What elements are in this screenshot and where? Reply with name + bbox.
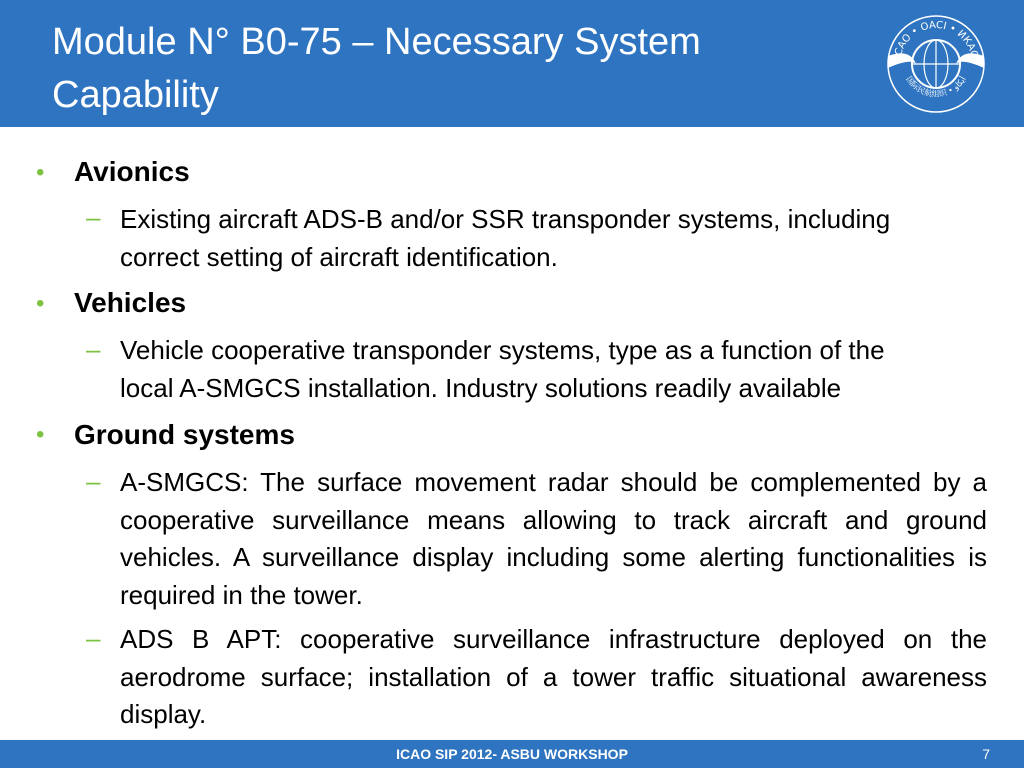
- dash-icon: –: [86, 202, 101, 232]
- logo-bottom-text: 国际民航组织 • أيكاو: [904, 74, 968, 99]
- avionics-item: [120, 201, 987, 276]
- section-heading-avionics: Avionics: [74, 156, 190, 187]
- text-line: local A-SMGCS installation. Industry solutions readily available: [120, 372, 842, 403]
- slide-title: [52, 16, 852, 122]
- slide-footer: [0, 740, 1024, 768]
- dash-icon: –: [86, 466, 101, 496]
- bullet-icon: •: [36, 159, 45, 186]
- icao-logo-icon: [880, 8, 992, 120]
- section-heading-vehicles: Vehicles: [74, 287, 187, 318]
- slide-header: [0, 0, 1024, 127]
- title-line-1: Module N° B0-75 – Necessary System: [52, 21, 701, 63]
- section-heading-ground-systems: Ground systems: [74, 419, 295, 450]
- ground-systems-item-asmgcs: A-SMGCS: The surface movement radar should be complemented by a cooperative surveillance means allowing to track aircraft and ground vehicles. A surveillance display including some alerting functionalities is required in the tower.: [120, 467, 987, 610]
- text-line: Vehicle cooperative transponder systems, type as a function of the: [120, 335, 885, 365]
- ground-systems-item-ads-b-apt: ADS B APT: cooperative surveillance infrastructure deployed on the aerodrome surface; installation of a tower traffic situational awareness display.: [120, 624, 987, 729]
- dash-icon: –: [86, 623, 101, 653]
- footer-text: ICAO SIP 2012- ASBU WORKSHOP: [396, 746, 628, 762]
- bullet-icon: •: [36, 421, 45, 448]
- text-line: Existing aircraft ADS-B and/or SSR transponder systems, including: [120, 204, 891, 234]
- page-number: 7: [982, 746, 990, 762]
- logo-top-text: ICAO • OACI • ИКАО: [892, 19, 980, 60]
- slide-content: [0, 127, 1024, 740]
- text-line: correct setting of aircraft identification.: [120, 241, 558, 272]
- vehicles-item: [120, 332, 987, 407]
- bullet-icon: •: [36, 290, 45, 317]
- dash-icon: –: [86, 334, 101, 364]
- title-line-2: Capability: [52, 74, 219, 116]
